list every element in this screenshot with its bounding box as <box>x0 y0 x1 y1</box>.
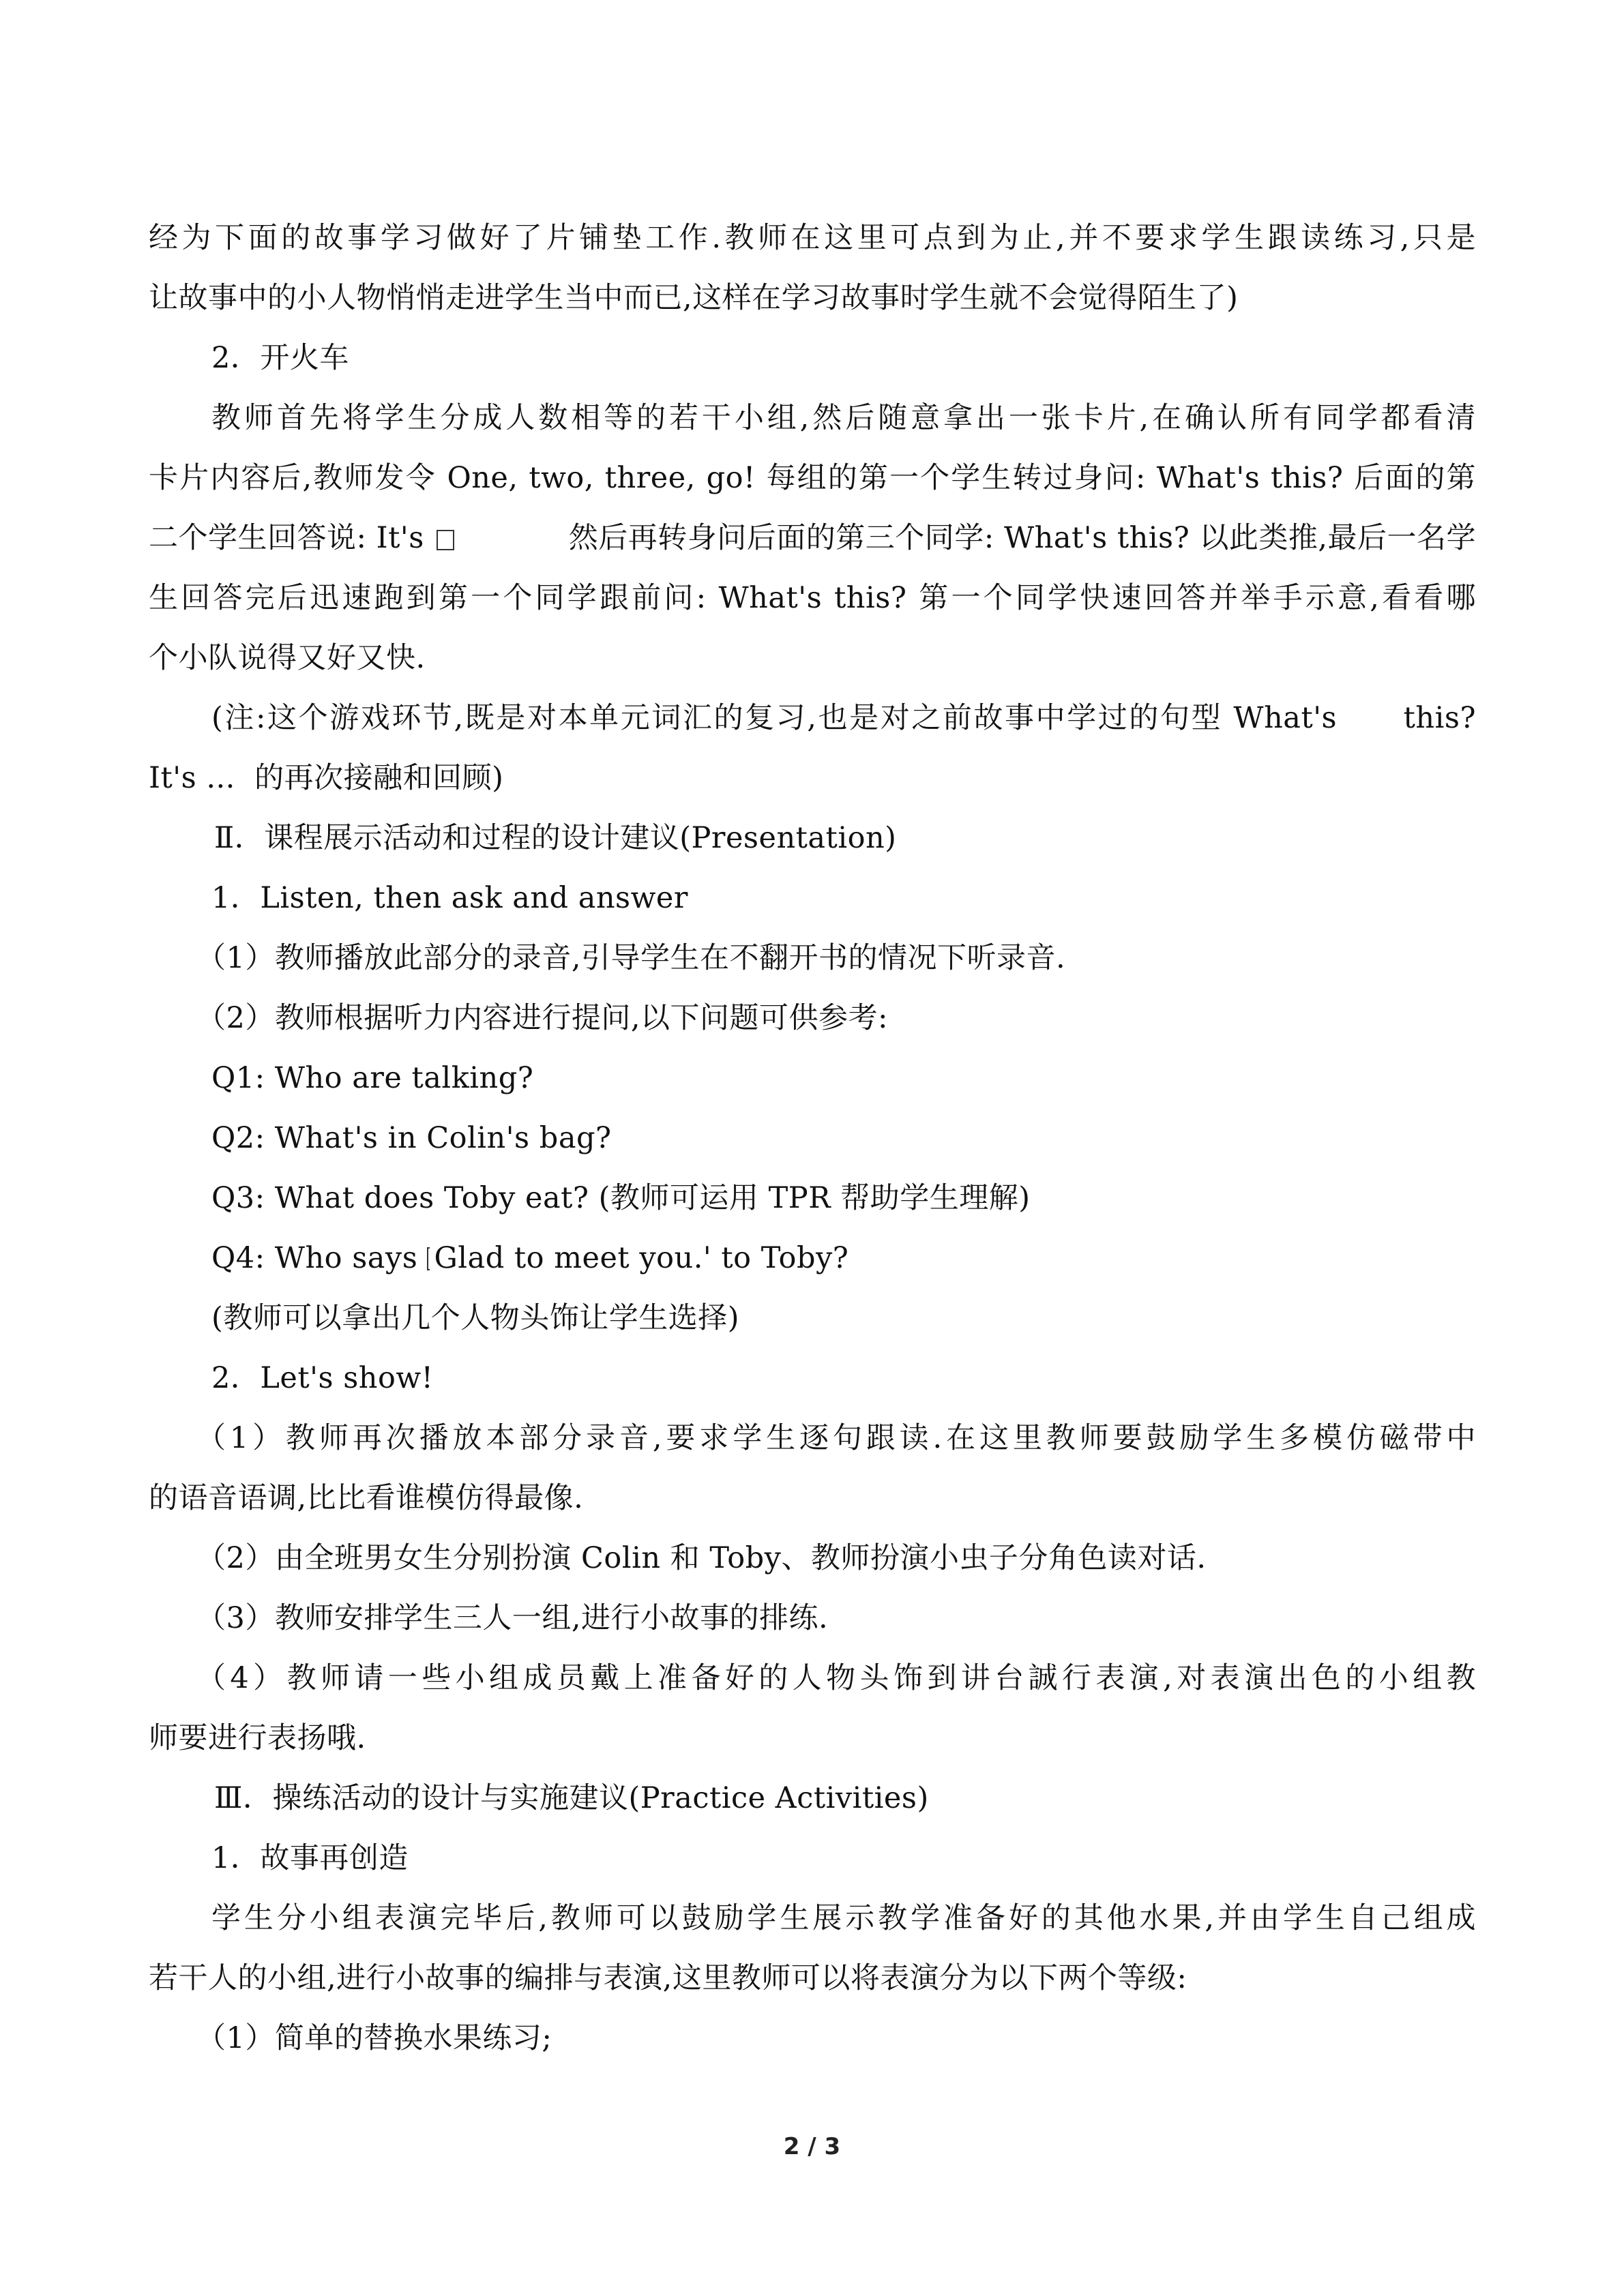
paragraph-line: 师要进行表扬哦. <box>149 1721 366 1755</box>
list-item: （1）简单的替换水果练习; <box>196 2021 552 2055</box>
paragraph-line: 经为下面的故事学习做好了片铺垫工作.教师在这里可点到为止,并不要求学生跟读练习,只是 <box>149 221 1476 255</box>
list-item: （1）教师播放此部分的录音,引导学生在不翻开书的情况下听录音. <box>196 941 1066 975</box>
subsection-heading: 1．故事再创造 <box>211 1841 409 1875</box>
paragraph-line <box>149 508 1476 568</box>
paragraph-line: (教师可以拿出几个人物头饰让学生选择) <box>211 1301 740 1335</box>
paragraph-fragment: 二个学生回答说: It's <box>149 508 457 568</box>
paragraph-line: 的语音语调,比比看谁模仿得最像. <box>149 1481 584 1515</box>
list-item: （4）教师请一些小组成员戴上准备好的人物头饰到讲台誠行表演,对表演出色的小组教 <box>196 1661 1476 1695</box>
question-line: Q4: Who says Glad to meet you.' to Toby? <box>211 1241 849 1275</box>
question-line: Q2: What's in Colin's bag? <box>211 1121 612 1155</box>
document-body <box>149 208 1476 2068</box>
list-item: （3）教师安排学生三人一组,进行小故事的排练. <box>196 1601 829 1635</box>
subsection-heading: 1．Listen, then ask and answer <box>211 881 688 915</box>
paragraph-line: 教师首先将学生分成人数相等的若干小组,然后随意拿出一张卡片,在确认所有同学都看清 <box>211 401 1476 435</box>
placeholder-box-icon <box>437 530 454 550</box>
paragraph-line: 生回答完后迅速跑到第一个同学跟前问: What's this? 第一个同学快速回答并举手示意,看看哪 <box>149 581 1476 615</box>
paragraph-line: 让故事中的小人物悄悄走进学生当中而已,这样在学习故事时学生就不会觉得陌生了) <box>149 281 1239 315</box>
paragraph-line: 若干人的小组,进行小故事的编排与表演,这里教师可以将表演分为以下两个等级: <box>149 1961 1187 1995</box>
quote-mark-icon <box>427 1247 430 1270</box>
paragraph-line: 个小队说得又好又快. <box>149 641 426 675</box>
list-item: （2）由全班男女生分别扮演 Colin 和 Toby、教师扮演小虫子分角色读对话. <box>196 1541 1207 1575</box>
paragraph-line: 卡片内容后,教师发令 One, two, three, go! 每组的第一个学生转过身问: What's this? 后面的第 <box>149 461 1476 495</box>
list-item: （1）教师再次播放本部分录音,要求学生逐句跟读.在这里教师要鼓励学生多模仿磁带中 <box>196 1421 1476 1455</box>
paragraph-line: 学生分小组表演完毕后,教师可以鼓励学生展示教学准备好的其他水果,并由学生自己组成 <box>211 1901 1476 1935</box>
page-number: 2 / 3 <box>783 2133 841 2160</box>
section-heading: 2．开火车 <box>211 341 349 375</box>
section-heading: Ⅱ．课程展示活动和过程的设计建议(Presentation) <box>214 821 897 855</box>
question-line: Q3: What does Toby eat? (教师可运用 TPR 帮助学生理解) <box>211 1181 1031 1215</box>
list-item: （2）教师根据听力内容进行提问,以下问题可供参考: <box>196 1001 889 1035</box>
subsection-heading: 2．Let's show! <box>211 1361 434 1395</box>
paragraph-fragment: 然后再转身问后面的第三个同学: What's this? 以此类推,最后一名学 <box>568 521 1476 555</box>
note-line: (注:这个游戏环节,既是对本单元词汇的复习,也是对之前故事中学过的句型 What's this? <box>211 701 1476 735</box>
question-line: Q1: Who are talking? <box>211 1061 534 1095</box>
section-heading: Ⅲ．操练活动的设计与实施建议(Practice Activities) <box>214 1781 929 1815</box>
note-line: It's ... 的再次接融和回顾) <box>149 761 504 795</box>
